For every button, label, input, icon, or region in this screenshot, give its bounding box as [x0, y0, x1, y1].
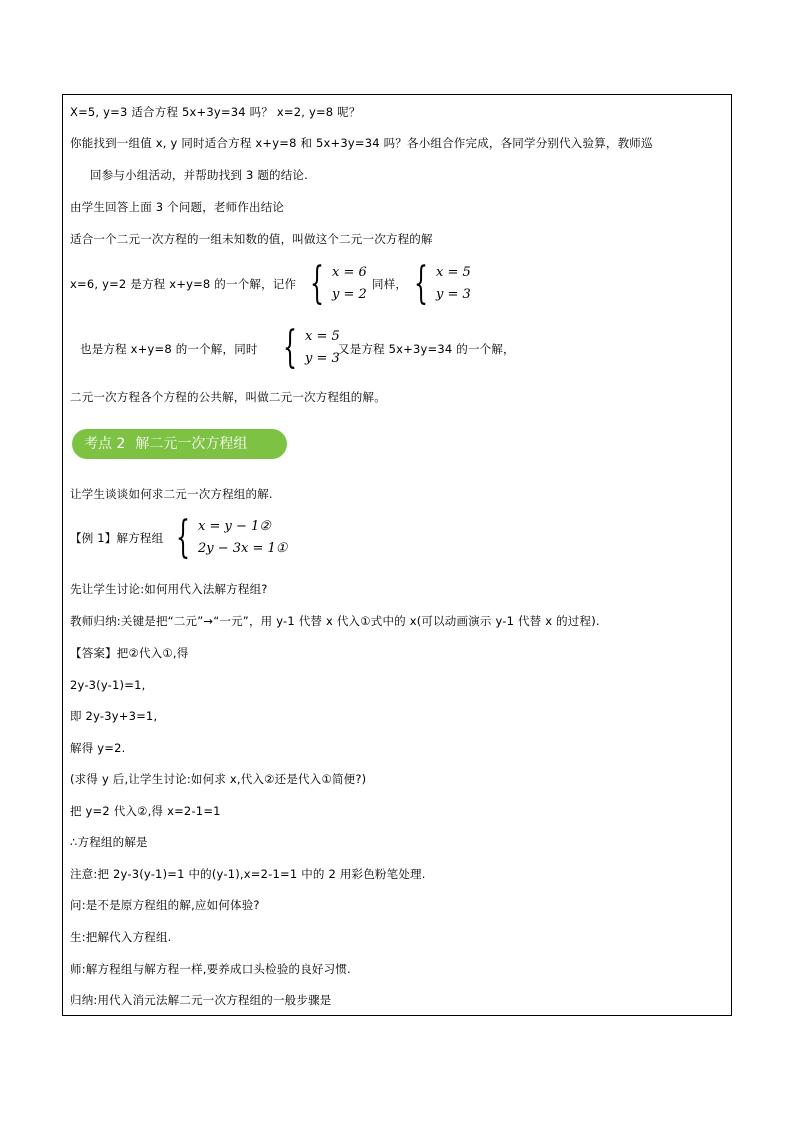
- equation-system: { x = y − 1② 2y − 3x = 1①: [176, 512, 288, 563]
- text-line: 解得 y=2.: [70, 741, 126, 755]
- equation: y = 3: [436, 287, 471, 302]
- equation: x = 6: [332, 265, 367, 280]
- badge-title: 解二元一次方程组: [135, 436, 248, 452]
- equation-system: { x = 5 y = 3: [283, 322, 340, 373]
- text-line: 归纳:用代入消元法解二元一次方程组的一般步骤是: [70, 993, 332, 1007]
- text-line: 把 y=2 代入②,得 x=2-1=1: [70, 804, 221, 818]
- text-line: 2y-3(y-1)=1,: [70, 678, 146, 692]
- text-line: 又是方程 5x+3y=34 的一个解，: [338, 342, 515, 356]
- text-line: ∴方程组的解是: [70, 835, 148, 849]
- text-line: 同样，: [372, 277, 408, 291]
- equation-system: { x = 5 y = 3: [414, 258, 471, 309]
- equation: 2y − 3x = 1①: [198, 541, 288, 556]
- text-line: 教师归纳:关键是把“二元”→“一元”，用 y-1 代替 x 代入①式中的 x(可以动画演示 y-1 代替 x 的过程).: [70, 614, 600, 628]
- equation: x = y − 1②: [198, 519, 271, 534]
- text-line: 生:把解代入方程组.: [70, 930, 172, 944]
- text-line: 二元一次方程各个方程的公共解，叫做二元一次方程组的解。: [70, 390, 386, 404]
- text-line: 【答案】把②代入①,得: [70, 646, 189, 660]
- text-line: X=5, y=3 适合方程 5x+3y=34 吗？ x=2, y=8 呢？: [70, 105, 361, 119]
- equation: y = 2: [332, 287, 367, 302]
- text-line: 让学生谈谈如何求二元一次方程组的解.: [70, 487, 273, 501]
- text-line: 师:解方程组与解方程一样,要养成口头检验的良好习惯.: [70, 962, 351, 976]
- text-line: 也是方程 x+y=8 的一个解，同时: [80, 342, 258, 356]
- equation: y = 3: [305, 351, 340, 366]
- equation-system: { x = 6 y = 2: [310, 258, 367, 309]
- text-line: 由学生回答上面 3 个问题，老师作出结论: [70, 200, 285, 214]
- section-badge: [72, 429, 287, 459]
- text-line: 适合一个二元一次方程的一组未知数的值，叫做这个二元一次方程的解: [70, 232, 433, 246]
- equation: x = 5: [305, 329, 340, 344]
- equation: x = 5: [436, 265, 471, 280]
- badge-number: 考点 2: [84, 436, 126, 452]
- text-line: 回参与小组活动，并帮助找到 3 题的结论.: [90, 168, 308, 182]
- text-line: 你能找到一组值 x, y 同时适合方程 x+y=8 和 5x+3y=34 吗？各小组合作完成，各同学分别代入验算，教师巡: [70, 136, 653, 150]
- text-line: x=6, y=2 是方程 x+y=8 的一个解，记作: [70, 277, 297, 291]
- text-line: 问:是不是原方程组的解,应如何体验?: [70, 898, 260, 912]
- text-line: 即 2y-3y+3=1,: [70, 709, 158, 723]
- text-line: (求得 y 后,让学生讨论:如何求 x,代入②还是代入①简便?): [70, 772, 367, 786]
- text-line: 【例 1】解方程组: [70, 531, 164, 545]
- text-line: 注意:把 2y-3(y-1)=1 中的(y-1),x=2-1=1 中的 2 用彩色粉笔处理.: [70, 867, 426, 881]
- text-line: 先让学生讨论:如何用代入法解方程组?: [70, 582, 268, 596]
